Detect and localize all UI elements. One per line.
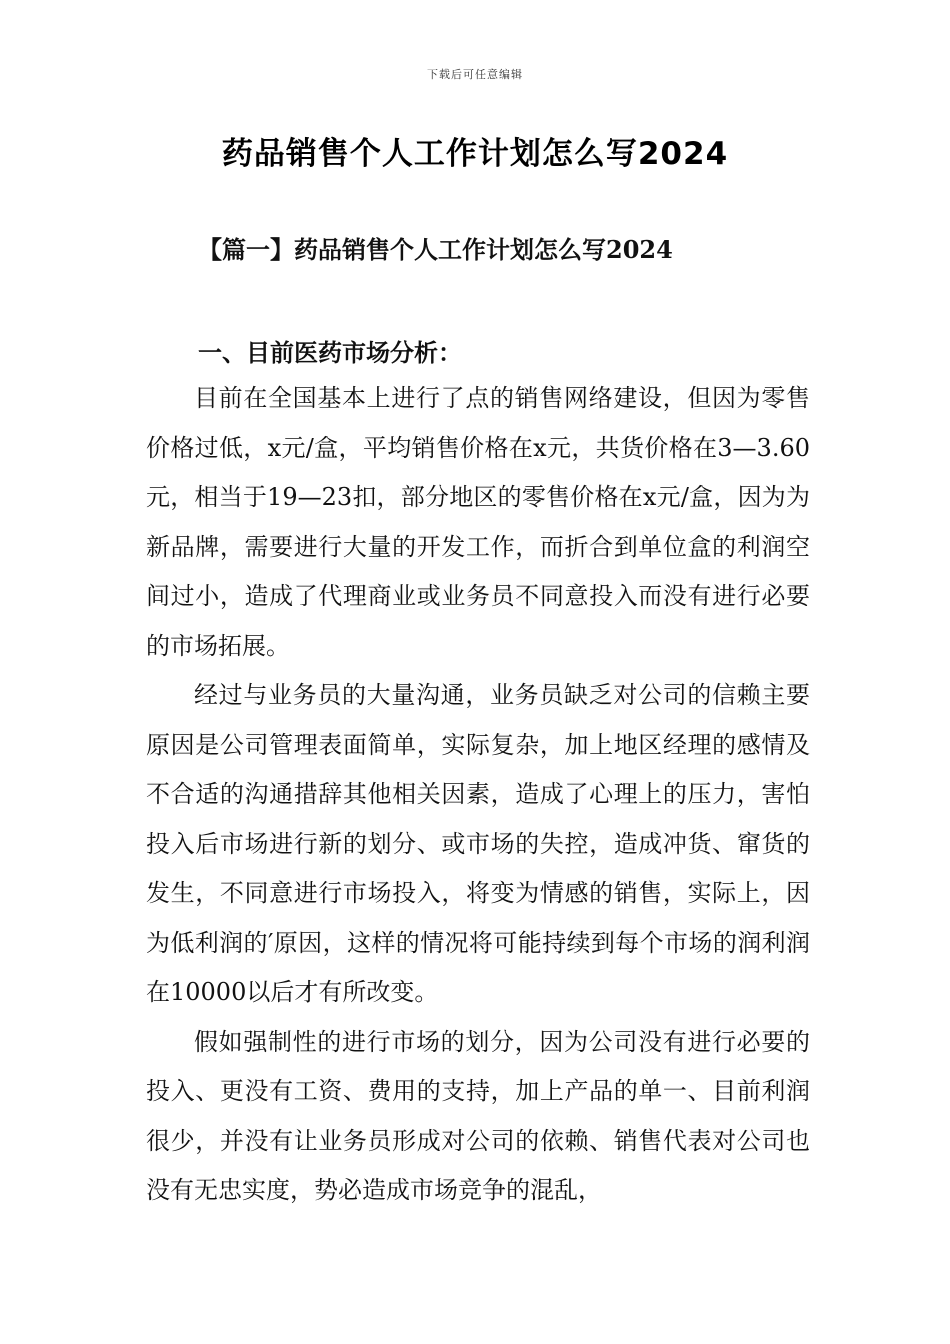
sub-heading: 一、目前医药市场分析： bbox=[198, 338, 462, 367]
paragraph: 经过与业务员的大量沟通，业务员缺乏对公司的信赖主要原因是公司管理表面简单，实际复杂，加上地区经理的感情及不合适的沟通措辞其他相关因素，造成了心理上的压力，害怕投入后市场进行新的划分、或市场的失控，造成冲货、窜货的发生，不同意进行市场投入，将变为情感的销售，实际上，因为低利润的′原因，这样的情况将可能持续到每个市场的润利润在10000以后才有所改变。 bbox=[146, 681, 810, 1006]
body-text bbox=[146, 374, 810, 1216]
header-note: 下载后可任意编辑 bbox=[427, 68, 523, 81]
document-title: 药品销售个人工作计划怎么写2024 bbox=[221, 136, 729, 172]
paragraph: 假如强制性的进行市场的划分，因为公司没有进行必要的投入、更没有工资、费用的支持，加上产品的单一、目前利润很少，并没有让业务员形成对公司的依赖、销售代表对公司也没有无忠实度，势必造成市场竞争的混乱， bbox=[146, 1027, 810, 1204]
paragraph: 目前在全国基本上进行了点的销售网络建设，但因为零售价格过低，x元/盒，平均销售价格在x元，共货价格在3—3.60元，相当于19—23扣，部分地区的零售价格在x元/盒，因为为新品牌，需要进行大量的开发工作，而折合到单位盒的利润空间过小，造成了代理商业或业务员不同意投入而没有进行必要的市场拓展。 bbox=[146, 384, 810, 660]
section-heading: 【篇一】药品销售个人工作计划怎么写2024 bbox=[198, 235, 673, 264]
